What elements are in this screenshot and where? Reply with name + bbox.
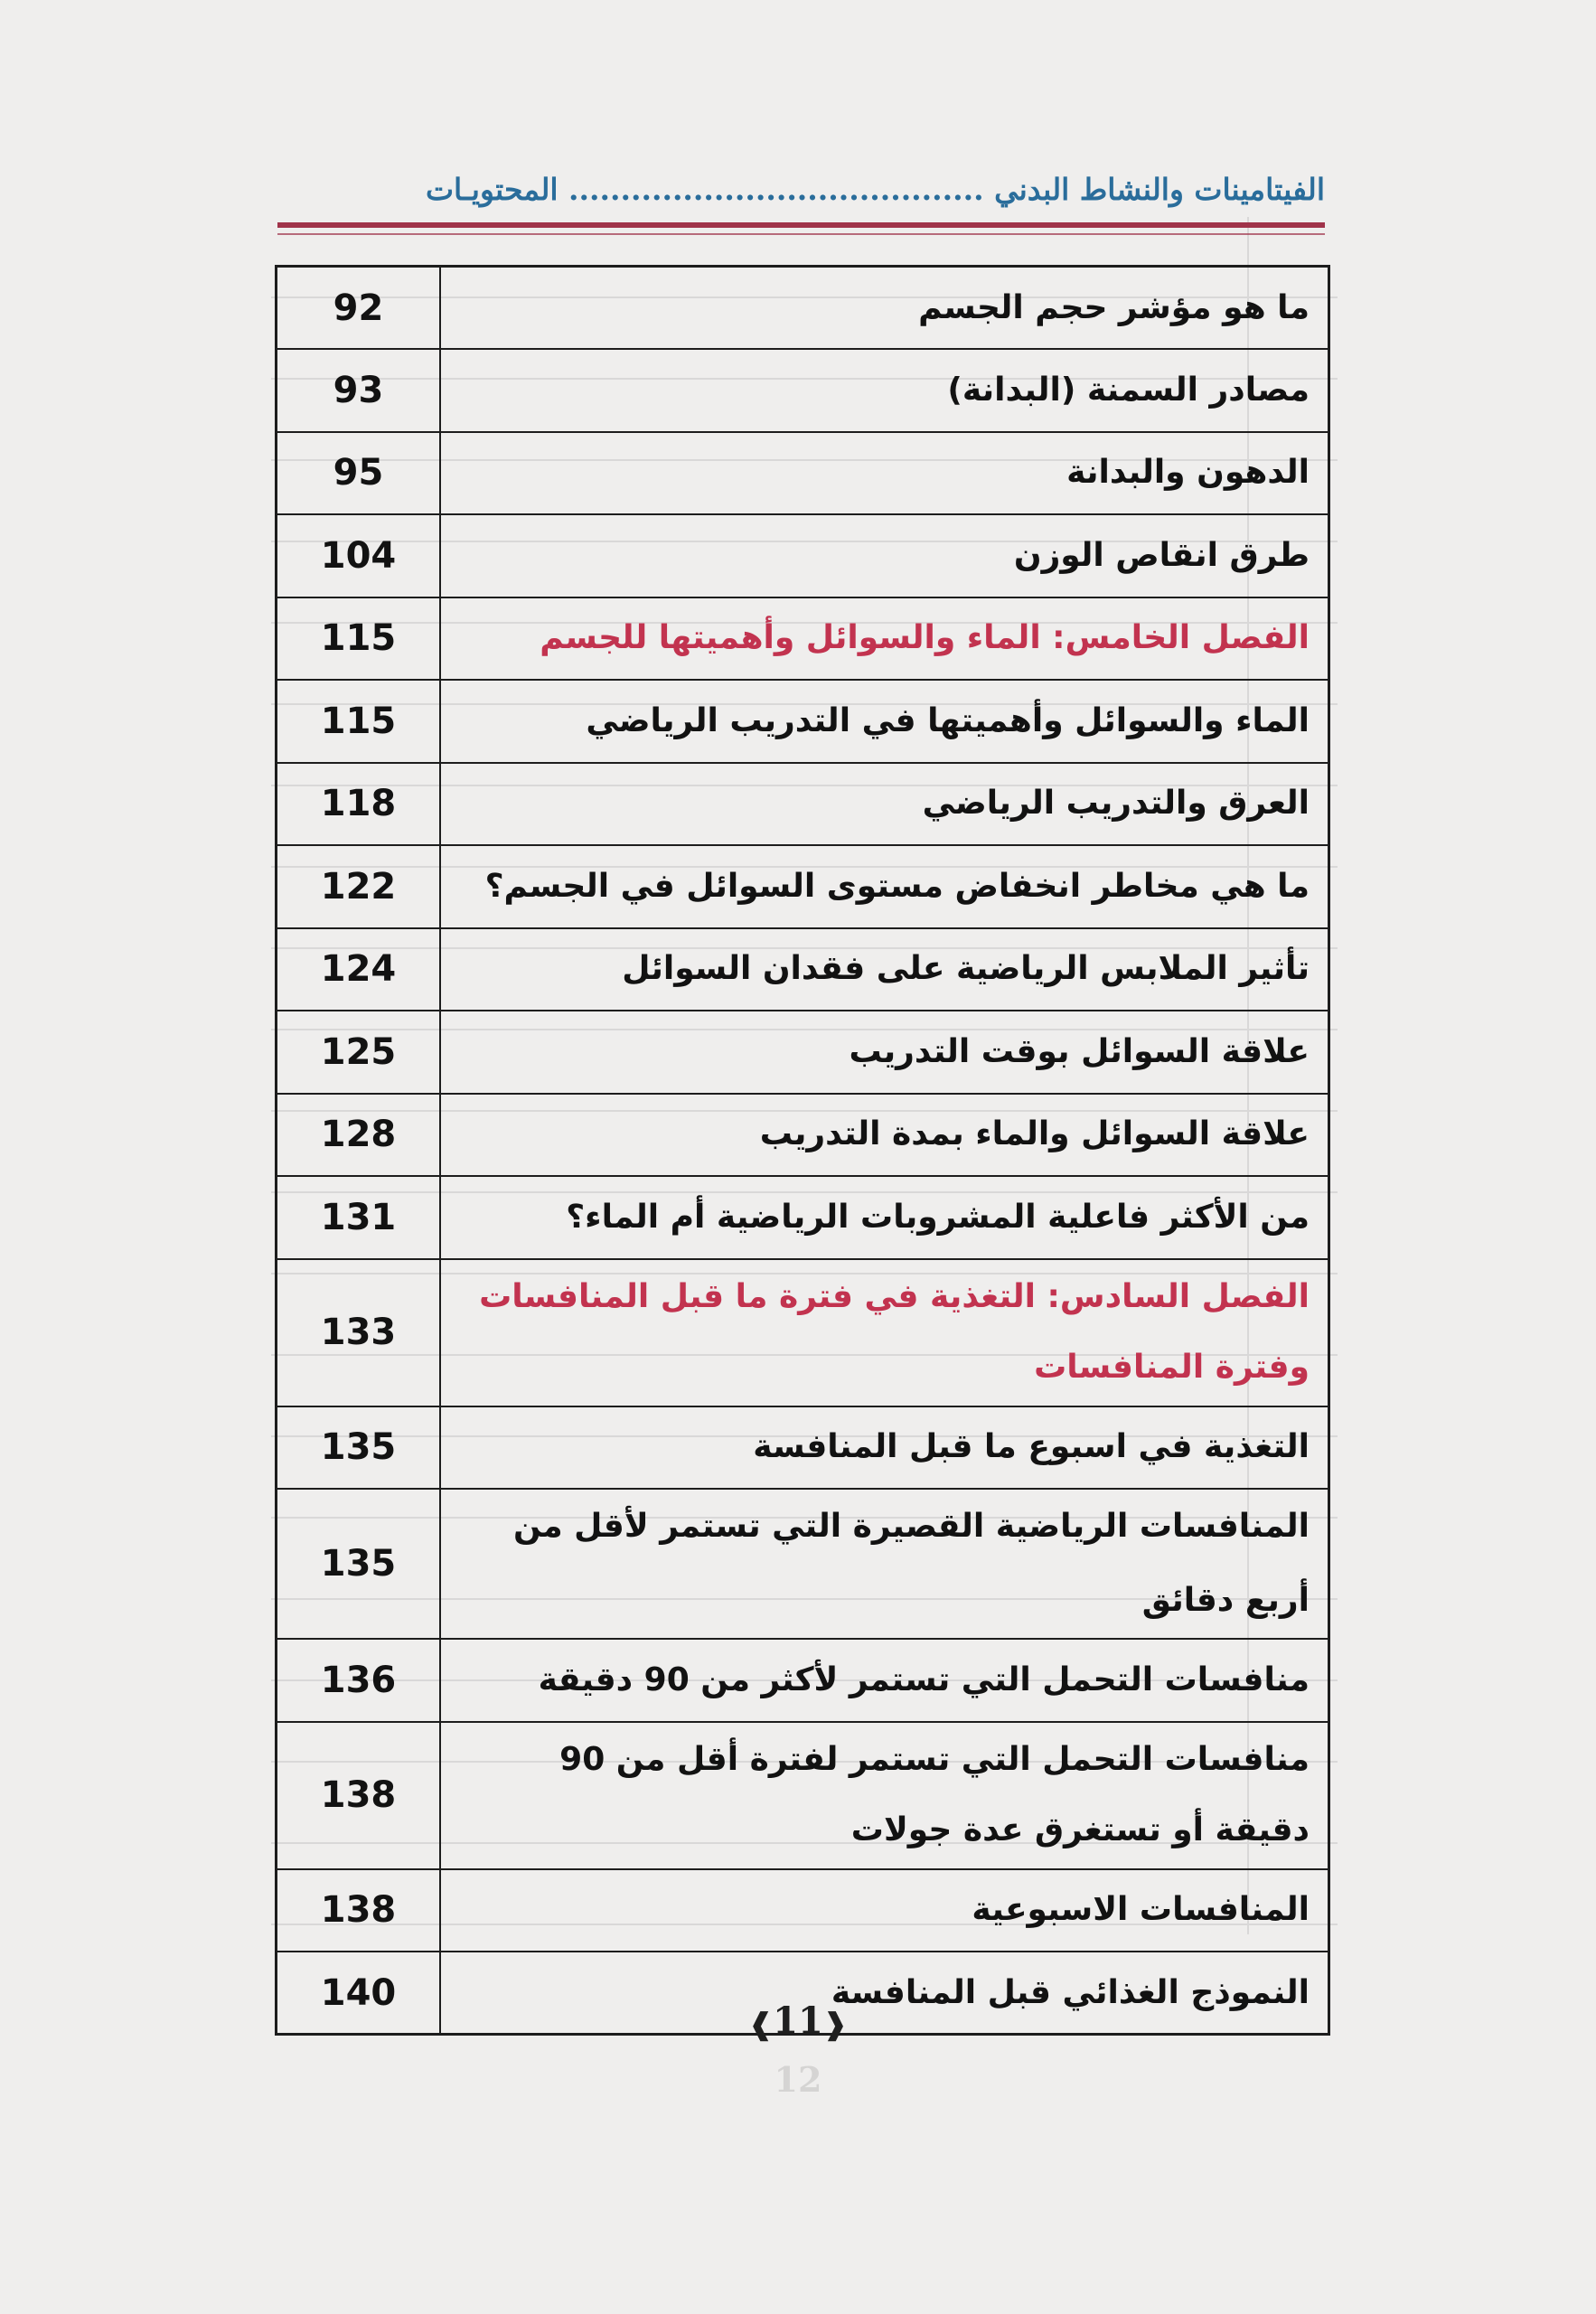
toc-row [277,1722,1329,1869]
toc-row [277,1406,1329,1490]
toc-page-number: 118 [277,763,441,846]
toc-entry-title: منافسات التحمل التي تستمر لفترة أقل من 90 دقيقة أو تستغرق عدة جولات [440,1722,1329,1869]
toc-row [277,845,1329,928]
toc-row [277,1259,1329,1406]
toc-entry-title: المنافسات الرياضية القصيرة التي تستمر لأقل من أربع دقائق [440,1489,1329,1639]
toc-row [277,349,1329,432]
toc-row [277,680,1329,763]
toc-entry-title: النموذج الغذائي قبل المنافسة [440,1952,1329,2035]
toc-body [277,267,1329,2035]
toc-row [277,763,1329,846]
toc-page-number: 135 [277,1489,441,1639]
toc-row [277,1176,1329,1259]
toc-row [277,514,1329,597]
toc-entry-title: ما هو مؤشر حجم الجسم [440,267,1329,350]
toc-entry-title: التغذية في اسبوع ما قبل المنافسة [440,1406,1329,1490]
toc-page-number: 95 [277,432,441,515]
toc-page-number: 138 [277,1869,441,1952]
toc-row [277,432,1329,515]
toc-entry-title: تأثير الملابس الرياضية على فقدان السوائل [440,928,1329,1011]
toc-page-number: 138 [277,1722,441,1869]
toc-page-number: 115 [277,597,441,681]
running-header [277,172,1325,226]
toc-page-number: 133 [277,1259,441,1406]
header-rule-thin [277,233,1325,235]
bleed-through-page-number: 12 [774,2059,822,2100]
toc-row [277,267,1329,350]
toc-page-number: 93 [277,349,441,432]
toc-page-number: 115 [277,680,441,763]
toc-entry-title: المنافسات الاسبوعية [440,1869,1329,1952]
toc-entry-title: علاقة السوائل والماء بمدة التدريب [440,1094,1329,1177]
toc-page-number: 124 [277,928,441,1011]
page-number [0,1999,1596,2042]
header-rule [277,222,1325,228]
toc-row [277,1869,1329,1952]
toc-entry-title: منافسات التحمل التي تستمر لأكثر من 90 دقيقة [440,1639,1329,1722]
toc-row [277,1094,1329,1177]
toc-entry-title: من الأكثر فاعلية المشروبات الرياضية أم الماء؟ [440,1176,1329,1259]
toc-page-number: 125 [277,1011,441,1094]
toc-row [277,1489,1329,1639]
page-number-value: 11 [773,1999,823,2042]
running-header-text: الفيتامينات والنشاط البدني ........................................ المحتويـات [425,172,1325,207]
toc-row [277,597,1329,681]
toc-page-number: 136 [277,1639,441,1722]
page-number-ornament-right: ❱ [822,2007,848,2041]
toc-entry-title: العرق والتدريب الرياضي [440,763,1329,846]
toc-page-number: 140 [277,1952,441,2035]
toc-page-number: 128 [277,1094,441,1177]
toc-row [277,928,1329,1011]
toc-entry-title: ما هي مخاطر انخفاض مستوى السوائل في الجسم؟ [440,845,1329,928]
table-of-contents [275,265,1330,2036]
toc-page-number: 122 [277,845,441,928]
toc-page-number: 104 [277,514,441,597]
toc-row [277,1639,1329,1722]
toc-entry-title: طرق انقاص الوزن [440,514,1329,597]
toc-page-number: 131 [277,1176,441,1259]
toc-entry-title: الماء والسوائل وأهميتها في التدريب الرياضي [440,680,1329,763]
toc-entry-title: علاقة السوائل بوقت التدريب [440,1011,1329,1094]
toc-chapter-title: الفصل السادس: التغذية في فترة ما قبل المنافسات وفترة المنافسات [440,1259,1329,1406]
toc-entry-title: الدهون والبدانة [440,432,1329,515]
toc-page-number: 92 [277,267,441,350]
toc-row [277,1011,1329,1094]
page-number-ornament-left: ❰ [748,2007,774,2041]
toc-page-number: 135 [277,1406,441,1490]
toc-entry-title: مصادر السمنة (البدانة) [440,349,1329,432]
toc-chapter-title: الفصل الخامس: الماء والسوائل وأهميتها للجسم [440,597,1329,681]
